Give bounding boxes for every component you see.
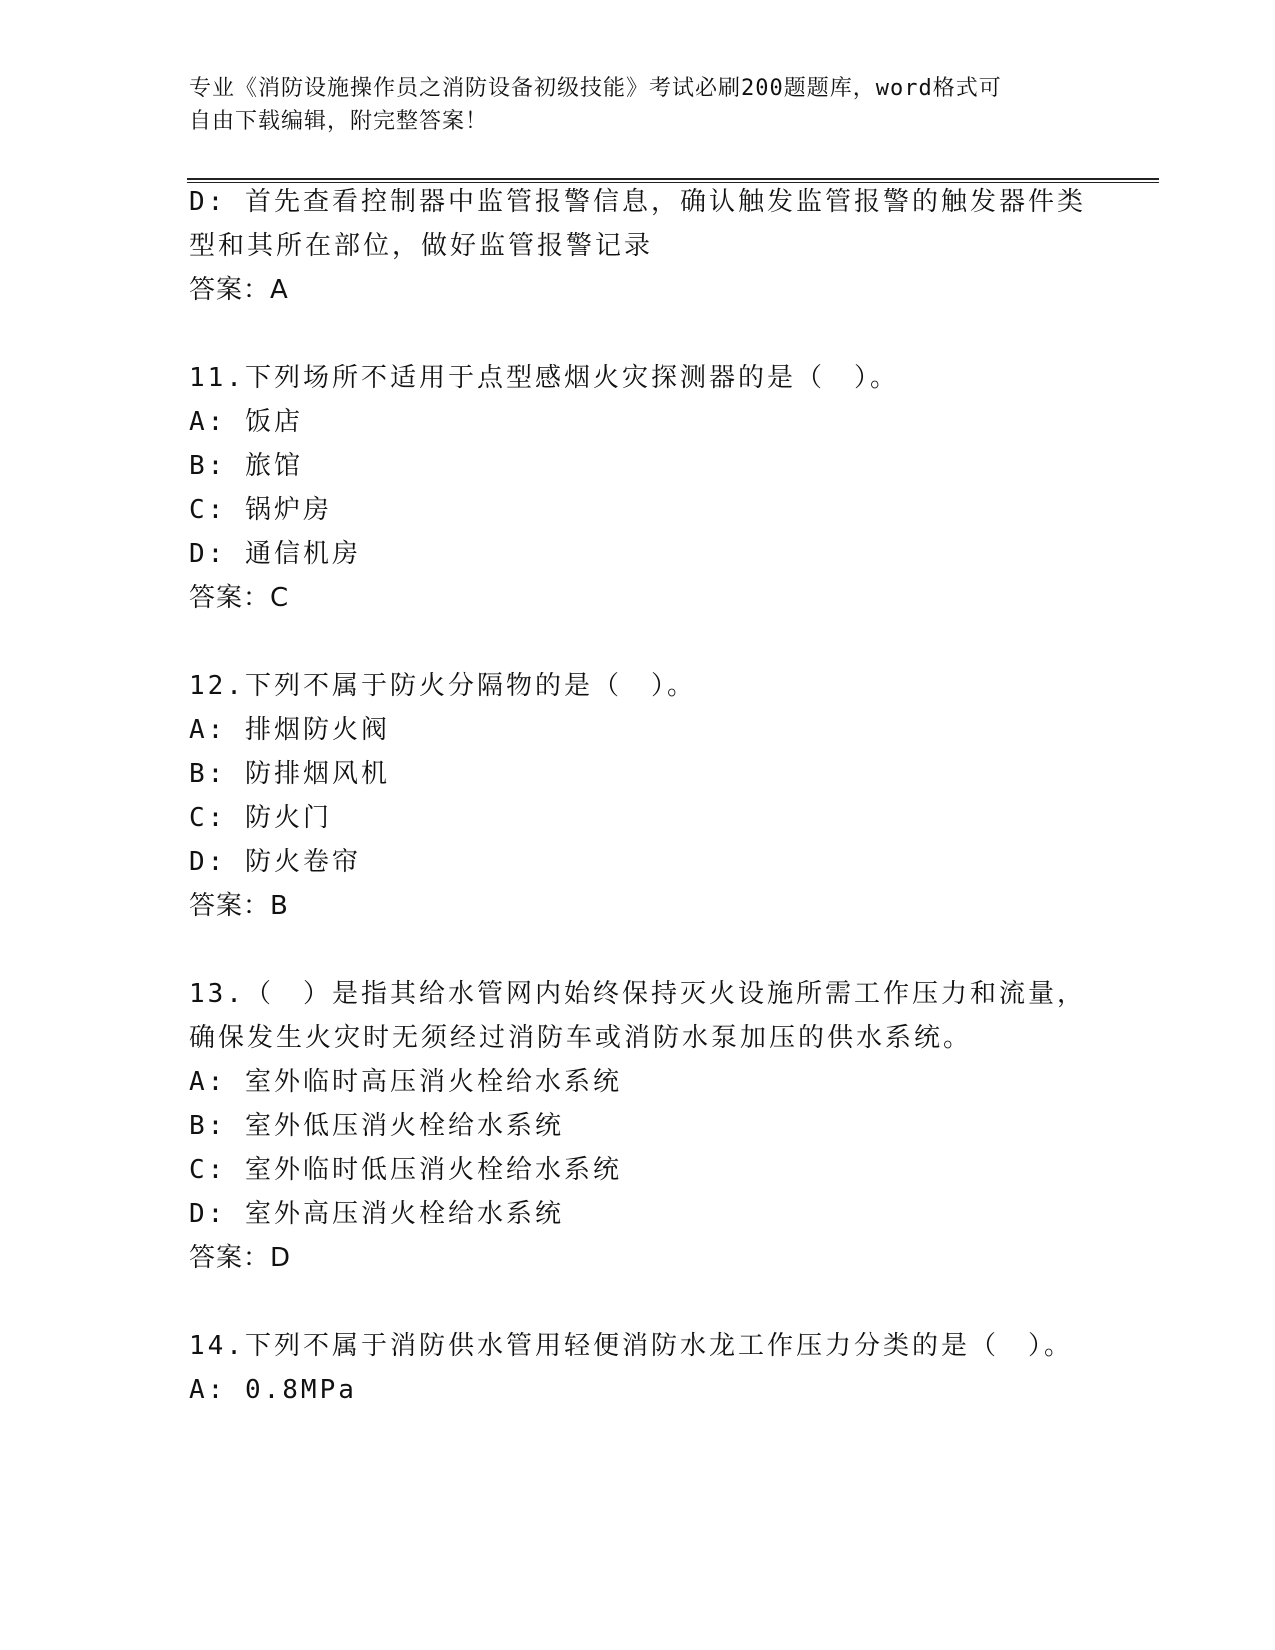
q13-question-line2: 确保发生火灾时无须经过消防车或消防水泵加压的供水系统。 [189, 1023, 973, 1053]
q13-answer: 答案：D [189, 1243, 292, 1273]
q11-question: 11.下列场所不适用于点型感烟火灾探测器的是（ ）。 [189, 363, 899, 393]
q12-option-c: C: 防火门 [189, 803, 332, 833]
prev-option-d-line2: 型和其所在部位，做好监管报警记录 [189, 231, 654, 261]
document-header [189, 72, 1089, 138]
q12-answer: 答案：B [189, 891, 289, 921]
prev-option-d-line1: D: 首先查看控制器中监管报警信息，确认触发监管报警的触发器件类 [189, 187, 1086, 217]
prev-answer: 答案：A [189, 275, 289, 305]
q11-answer: 答案：C [189, 583, 290, 613]
header-title-line2: 自由下载编辑，附完整答案！ [189, 109, 489, 134]
q13-question-line1: 13.（ ）是指其给水管网内始终保持灭火设施所需工作压力和流量， [189, 979, 1086, 1009]
q13-option-a: A: 室外临时高压消火栓给水系统 [189, 1067, 622, 1097]
q11-option-a: A: 饭店 [189, 407, 303, 437]
q12-question: 12.下列不属于防火分隔物的是（ ）。 [189, 671, 696, 701]
q14-question: 14.下列不属于消防供水管用轻便消防水龙工作压力分类的是（ ）。 [189, 1331, 1073, 1361]
q13-option-c: C: 室外临时低压消火栓给水系统 [189, 1155, 622, 1185]
q11-option-b: B: 旅馆 [189, 451, 303, 481]
q14-option-a: A: 0.8MPa [189, 1375, 357, 1405]
header-divider [187, 178, 1159, 183]
q11-option-d: D: 通信机房 [189, 539, 361, 569]
q12-option-d: D: 防火卷帘 [189, 847, 361, 877]
q12-option-a: A: 排烟防火阀 [189, 715, 390, 745]
q13-option-b: B: 室外低压消火栓给水系统 [189, 1111, 564, 1141]
q13-option-d: D: 室外高压消火栓给水系统 [189, 1199, 564, 1229]
q12-option-b: B: 防排烟风机 [189, 759, 390, 789]
q11-option-c: C: 锅炉房 [189, 495, 332, 525]
header-title-line1: 专业《消防设施操作员之消防设备初级技能》考试必刷200题题库，word格式可 [189, 76, 1002, 101]
